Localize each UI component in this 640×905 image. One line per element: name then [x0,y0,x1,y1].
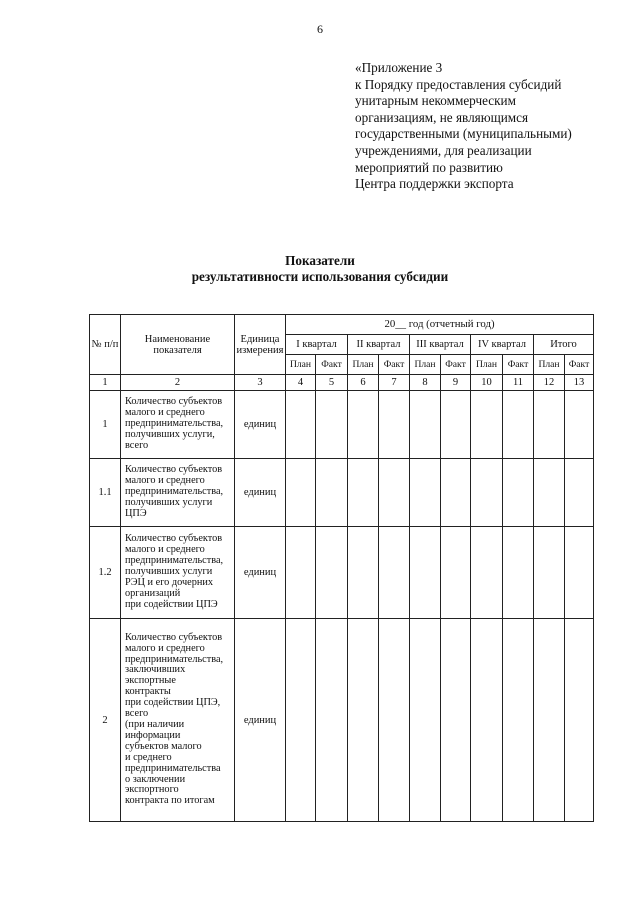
indicator-name [121,619,235,822]
value-cell [471,459,503,527]
table-row [90,391,594,459]
indicator-name [121,527,235,619]
header-quarter-2: II квартал [348,335,410,355]
indicator-name-line: предпринимательства, [125,418,224,430]
indicator-name-line: малого и среднего [125,407,205,419]
column-number: 7 [379,375,410,391]
unit-cell: единиц [235,527,286,619]
indicator-name-line: контракта по итогам [125,795,215,807]
indicator-name-line: контракты [125,686,171,698]
value-cell [410,527,441,619]
header-fact: Факт [565,355,594,375]
unit-cell: единиц [235,459,286,527]
header-fact: Факт [316,355,348,375]
row-number: 1 [90,391,121,459]
appendix-line: мероприятий по развитию [355,159,503,175]
table-row [90,527,594,619]
header-fact: Факт [503,355,534,375]
header-plan: План [410,355,441,375]
indicator-name [121,391,235,459]
title-line-2: результативности использования субсидии [191,269,449,284]
value-cell [441,527,471,619]
indicator-name-line: (при наличии [125,719,185,730]
header-number: № п/п [90,315,121,375]
indicator-name-line: предпринимательства, [125,653,224,665]
indicator-name-line: Количество субъектов [125,631,223,643]
indicator-name-line: малого и среднего [125,475,205,487]
column-number: 11 [503,375,534,391]
value-cell [471,527,503,619]
column-number: 2 [121,375,235,391]
indicator-name-line: всего [125,439,149,451]
column-number: 9 [441,375,471,391]
column-number: 13 [565,375,594,391]
value-cell [286,619,316,822]
value-cell [534,619,565,822]
appendix-line: унитарным некоммерческим [355,93,516,109]
column-number: 10 [471,375,503,391]
column-number: 8 [410,375,441,391]
header-year: 20__ год (отчетный год) [286,315,594,335]
value-cell [441,619,471,822]
header-quarter-4: IV квартал [471,335,534,355]
value-cell [503,527,534,619]
value-cell [286,391,316,459]
indicators-table [89,314,594,822]
indicator-name-line: предпринимательства, [125,486,224,498]
value-cell [471,619,503,822]
indicator-name-line: Количество субъектов [125,396,223,408]
appendix-line: к Порядку предоставления субсидий [355,76,562,92]
appendix-line: «Приложение 3 [355,60,443,75]
indicator-name-line: получивших услуги [125,566,213,578]
value-cell [379,391,410,459]
indicator-name-line: при содействии ЦПЭ [125,598,218,610]
row-number: 1.2 [90,527,121,619]
value-cell [565,619,594,822]
indicator-name-line: всего [125,708,149,720]
value-cell [286,527,316,619]
appendix-line: учреждениями, для реализации [355,142,532,158]
column-number: 1 [90,375,121,391]
column-number: 4 [286,375,316,391]
indicator-name-line: РЭЦ и его дочерних [125,576,214,588]
appendix-line: организациям, не являющимся [355,109,529,125]
value-cell [348,527,379,619]
value-cell [441,459,471,527]
value-cell [441,391,471,459]
value-cell [348,459,379,527]
indicator-name-line: заключивших [125,664,186,676]
indicator-name-line: Количество субъектов [125,533,223,545]
value-cell [348,619,379,822]
value-cell [348,391,379,459]
document-title [0,253,640,285]
indicator-name-line: предпринимательства, [125,555,224,567]
header-fact: Факт [441,355,471,375]
indicator-name-line: экспортные [125,675,176,687]
value-cell [316,527,348,619]
header-unit: Единица измерения [235,315,286,375]
value-cell [534,391,565,459]
row-number: 1.1 [90,459,121,527]
title-line-1: Показатели [285,253,355,268]
indicator-name-line: при содействии ЦПЭ, [125,697,221,709]
appendix-line: Центра поддержки экспорта [355,176,514,192]
value-cell [316,459,348,527]
value-cell [410,459,441,527]
header-plan: План [286,355,316,375]
column-number: 5 [316,375,348,391]
indicator-name-line: информации [125,729,181,741]
value-cell [503,619,534,822]
indicator-name-line: экспортного [125,784,179,796]
value-cell [565,391,594,459]
unit-cell: единиц [235,391,286,459]
indicator-name-line: получивших услуги [125,496,213,508]
table-row [90,459,594,527]
value-cell [316,619,348,822]
value-cell [534,459,565,527]
header-fact: Факт [379,355,410,375]
value-cell [410,391,441,459]
value-cell [503,391,534,459]
indicator-name-line: субъектов малого [125,740,202,752]
value-cell [534,527,565,619]
column-number: 6 [348,375,379,391]
value-cell [286,459,316,527]
column-number: 12 [534,375,565,391]
indicator-name-line: и среднего [125,751,172,763]
value-cell [410,619,441,822]
indicator-name-line: о заключении [125,773,186,785]
table-row [90,619,594,822]
header-total: Итого [534,335,594,355]
appendix-heading [355,60,625,193]
header-quarter-3: III квартал [410,335,471,355]
header-plan: План [348,355,379,375]
value-cell [379,527,410,619]
value-cell [316,391,348,459]
indicator-name-line: организаций [125,587,181,599]
column-number: 3 [235,375,286,391]
value-cell [379,619,410,822]
appendix-line: государственными (муниципальными) [355,126,572,142]
row-number: 2 [90,619,121,822]
indicator-name-line: ЦПЭ [125,507,147,519]
indicator-name-line: предпринимательства [125,762,221,774]
value-cell [379,459,410,527]
value-cell [471,391,503,459]
indicator-name-line: малого и среднего [125,642,205,654]
indicator-name-line: Количество субъектов [125,464,223,476]
header-name: Наименование показателя [121,315,235,375]
header-plan: План [534,355,565,375]
header-plan: План [471,355,503,375]
value-cell [565,527,594,619]
value-cell [565,459,594,527]
indicator-name-line: малого и среднего [125,544,205,556]
page-number: 6 [317,22,323,36]
unit-cell: единиц [235,619,286,822]
indicator-name-line: получивших услуги, [125,428,215,440]
value-cell [503,459,534,527]
header-quarter-1: I квартал [286,335,348,355]
indicator-name [121,459,235,527]
